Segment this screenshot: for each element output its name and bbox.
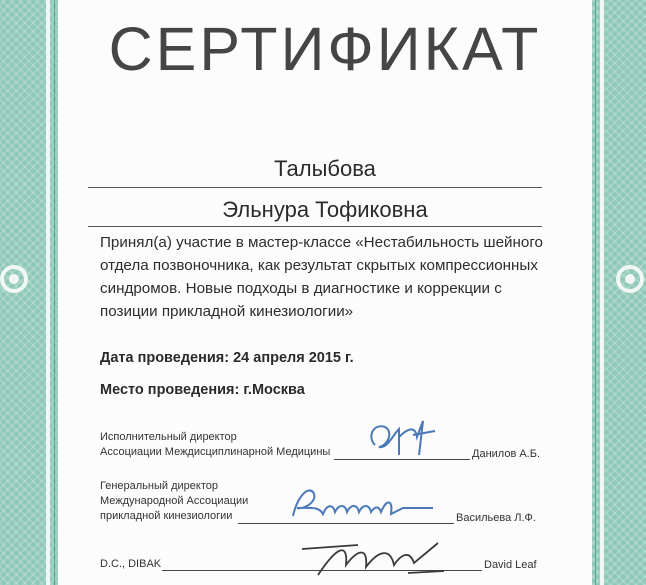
border-inner-line [595, 0, 596, 585]
certificate-body [100, 231, 552, 323]
ornament-icon [600, 255, 646, 303]
signature-image [283, 478, 448, 528]
signatory-title [100, 430, 330, 460]
ornament-icon [0, 255, 48, 303]
body-line: отдела позвоночника, как результат скрытых компрессионных [100, 257, 538, 274]
signatory-title [100, 557, 161, 572]
recipient-surname: Талыбова [274, 156, 376, 181]
certificate-title: СЕРТИФИКАТ [108, 15, 542, 83]
signatory-title-line: прикладной кинезиологии [100, 510, 233, 522]
signatory-name: Васильева Л.Ф. [456, 512, 536, 524]
signatory-title-line: Международной Ассоциации [100, 495, 249, 507]
border-inner-line [54, 0, 55, 585]
signatory-title-line: Исполнительный директор [100, 431, 237, 443]
divider [88, 187, 542, 188]
signatory-title-line: D.C., DIBAK [100, 558, 162, 570]
signatory-name: David Leaf [484, 559, 537, 571]
decorative-border-left [0, 0, 58, 585]
body-line: Принял(а) участие в мастер-классе «Нестабильность шейного [100, 234, 543, 251]
event-place: Место проведения: г.Москва [100, 382, 305, 398]
signatory-title [100, 479, 248, 524]
signatory-title-line: Генеральный директор [100, 480, 218, 492]
signature-image [298, 535, 448, 585]
body-line: позиции прикладной кинезиологии» [100, 303, 354, 320]
divider [88, 226, 542, 227]
recipient-name: Эльнура Тофиковна [222, 197, 428, 222]
signatory-name: Данилов А.Б. [472, 448, 541, 460]
event-date: Дата проведения: 24 апреля 2015 г. [100, 350, 354, 366]
body-line: синдромов. Новые подходы в диагностике и коррекции с [100, 280, 502, 297]
decorative-border-right [592, 0, 646, 585]
signature-image [363, 415, 453, 465]
signatory-title-line: Ассоциации Междисциплинарной Медицины [100, 446, 331, 458]
certificate-paper [58, 0, 592, 585]
